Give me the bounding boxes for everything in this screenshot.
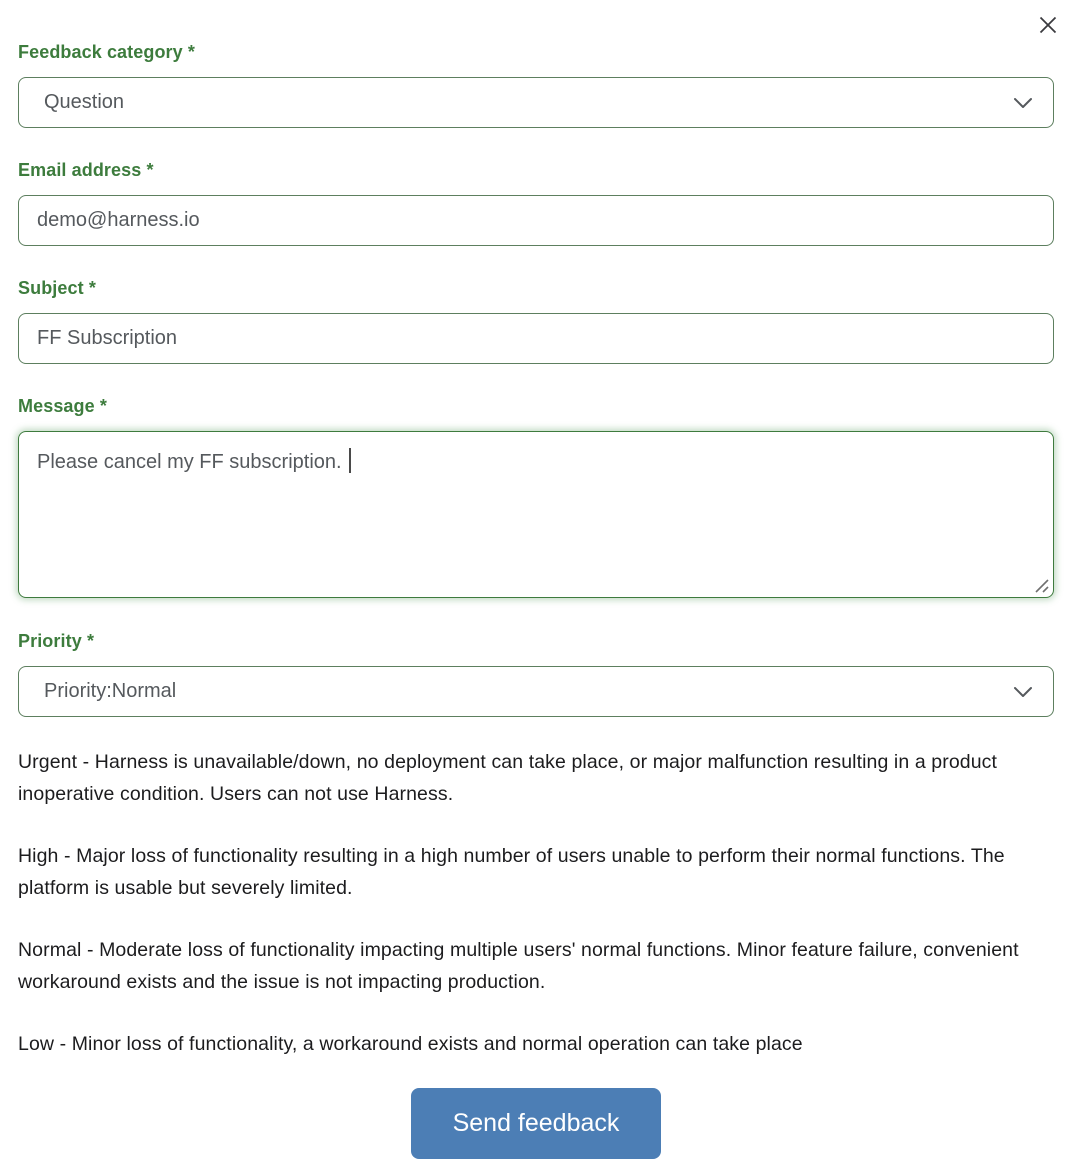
subject-label (18, 279, 1054, 298)
priority-select[interactable] (18, 666, 1054, 717)
resize-handle-icon[interactable] (1034, 578, 1049, 593)
send-feedback-button[interactable]: Send feedback (411, 1088, 661, 1159)
required-asterisk: * (99, 396, 107, 416)
message-label (18, 397, 1054, 416)
close-button[interactable] (1035, 12, 1061, 38)
email-field[interactable] (18, 195, 1054, 246)
chevron-down-icon (1013, 96, 1033, 110)
required-asterisk: * (187, 42, 195, 62)
email-label (18, 161, 1054, 180)
message-label-text: Message (18, 396, 95, 416)
feedback-category-value: Question (44, 91, 125, 113)
close-icon (1039, 16, 1057, 34)
text-cursor (349, 448, 351, 473)
priority-label (18, 632, 1054, 651)
message-text: Please cancel my FF subscription. (37, 451, 342, 473)
priority-help-high: High - Major loss of functionality resulting in a high number of users unable to perform their normal functions. The platform is usable but severely limited. (18, 845, 1005, 899)
priority-help-urgent: Urgent - Harness is unavailable/down, no deployment can take place, or major malfunction resulting in a product inoperative condition. Users can not use Harness. (18, 751, 998, 805)
subject-label-text: Subject (18, 278, 84, 298)
required-asterisk: * (146, 160, 154, 180)
subject-field[interactable] (18, 313, 1054, 364)
email-label-text: Email address (18, 160, 142, 180)
priority-help-low: Low - Minor loss of functionality, a workaround exists and normal operation can take place (18, 1033, 803, 1055)
feedback-category-label-text: Feedback category (18, 42, 183, 62)
chevron-down-icon (1013, 685, 1033, 699)
message-textarea[interactable] (18, 431, 1054, 598)
priority-value: Priority:Normal (44, 680, 177, 702)
feedback-category-select[interactable] (18, 77, 1054, 128)
priority-label-text: Priority (18, 631, 82, 651)
required-asterisk: * (86, 631, 95, 651)
required-asterisk: * (88, 278, 96, 298)
feedback-category-label (18, 43, 1054, 62)
priority-help-normal: Normal - Moderate loss of functionality impacting multiple users' normal functions. Minor feature failure, convenient workaround exists and the issue is not impacting production. (18, 939, 1019, 993)
